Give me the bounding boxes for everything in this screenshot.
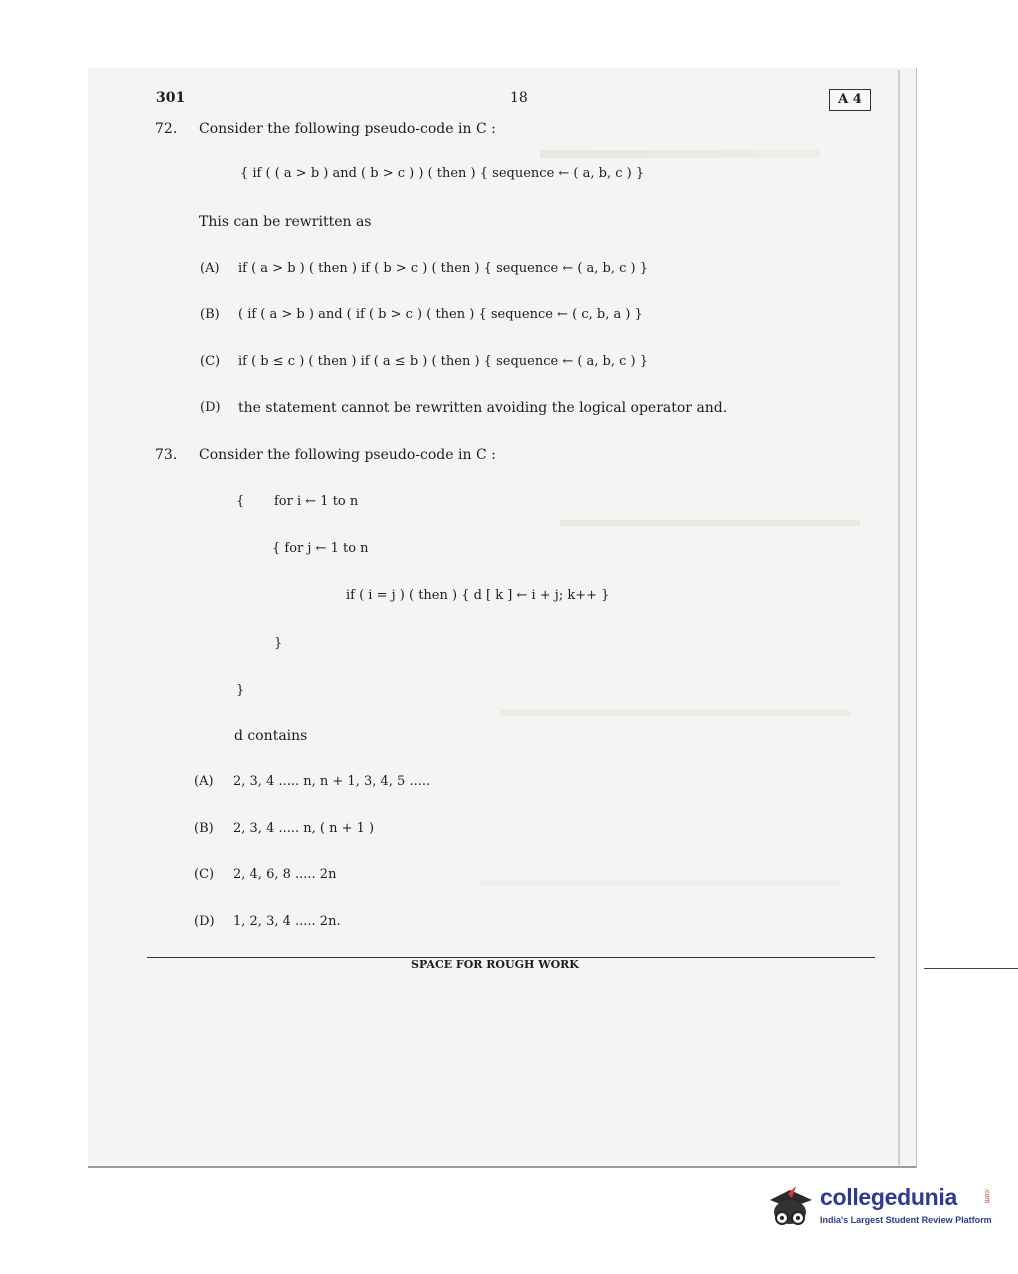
page-number: 18	[510, 90, 528, 106]
page-bottom-edge	[88, 1166, 916, 1168]
q72-option-text: if ( b ≤ c ) ( then ) if ( a ≤ b ) ( then ) { sequence ← ( a, b, c ) }	[238, 354, 649, 369]
q73-code-line: if ( i = j ) ( then ) { d [ k ] ← i + j; k++ }	[346, 588, 610, 603]
brand-suffix: .com	[983, 1188, 990, 1204]
q73-option-label: (A)	[194, 774, 214, 789]
q72-prompt: Consider the following pseudo-code in C :	[199, 121, 496, 137]
q73-option-label: (B)	[194, 821, 214, 836]
q73-code-line: { for j ← 1 to n	[272, 541, 369, 556]
graduate-mascot-icon	[762, 1180, 818, 1236]
q73-option-text: 2, 3, 4 ..... n, ( n + 1 )	[233, 821, 375, 836]
bleed-through-mark	[560, 520, 860, 526]
q72-option-text: if ( a > b ) ( then ) if ( b > c ) ( then ) { sequence ← ( a, b, c ) }	[238, 261, 649, 276]
paper-code: 301	[156, 90, 186, 106]
brand-name: collegedunia	[820, 1184, 957, 1210]
q72-option-label: (A)	[200, 261, 220, 276]
q73-option-label: (D)	[194, 914, 215, 929]
q72-rewrite-intro: This can be rewritten as	[199, 214, 372, 230]
q73-option-text: 2, 4, 6, 8 ..... 2n	[233, 867, 337, 882]
exam-page	[88, 68, 917, 1168]
bleed-through-mark	[540, 150, 820, 158]
q73-result-intro: d contains	[234, 728, 308, 744]
collegedunia-logo	[758, 1176, 998, 1246]
q72-option-text: the statement cannot be rewritten avoiding the logical operator and.	[238, 400, 728, 416]
q73-code-line: }	[236, 683, 245, 698]
q73-prompt: Consider the following pseudo-code in C :	[199, 447, 496, 463]
q72-option-label: (D)	[200, 400, 221, 415]
q72-option-text: ( if ( a > b ) and ( if ( b > c ) ( then ) { sequence ← ( c, b, a ) }	[238, 307, 643, 322]
q72-option-label: (C)	[200, 354, 221, 369]
q73-option-text: 1, 2, 3, 4 ..... 2n.	[233, 914, 341, 929]
brand-tagline: India's Largest Student Review Platform	[820, 1215, 992, 1225]
q73-code-line: for i ← 1 to n	[274, 494, 359, 509]
q73-code-line: {	[236, 494, 245, 509]
q73-code-line: }	[274, 636, 283, 651]
q73-option-text: 2, 3, 4 ..... n, n + 1, 3, 4, 5 .....	[233, 774, 431, 789]
booklet-series-badge: A 4	[829, 89, 871, 111]
q73-option-label: (C)	[194, 867, 215, 882]
rough-work-label: SPACE FOR ROUGH WORK	[411, 958, 579, 971]
q72-code: { if ( ( a > b ) and ( b > c ) ) ( then ) { sequence ← ( a, b, c ) }	[240, 166, 645, 181]
q72-option-label: (B)	[200, 307, 220, 322]
bleed-through-mark	[500, 710, 850, 716]
page-fold-line	[924, 968, 1018, 969]
q73-number: 73.	[155, 447, 178, 463]
bleed-through-mark	[480, 880, 840, 886]
q72-number: 72.	[155, 121, 178, 137]
page-edge	[898, 70, 900, 1165]
